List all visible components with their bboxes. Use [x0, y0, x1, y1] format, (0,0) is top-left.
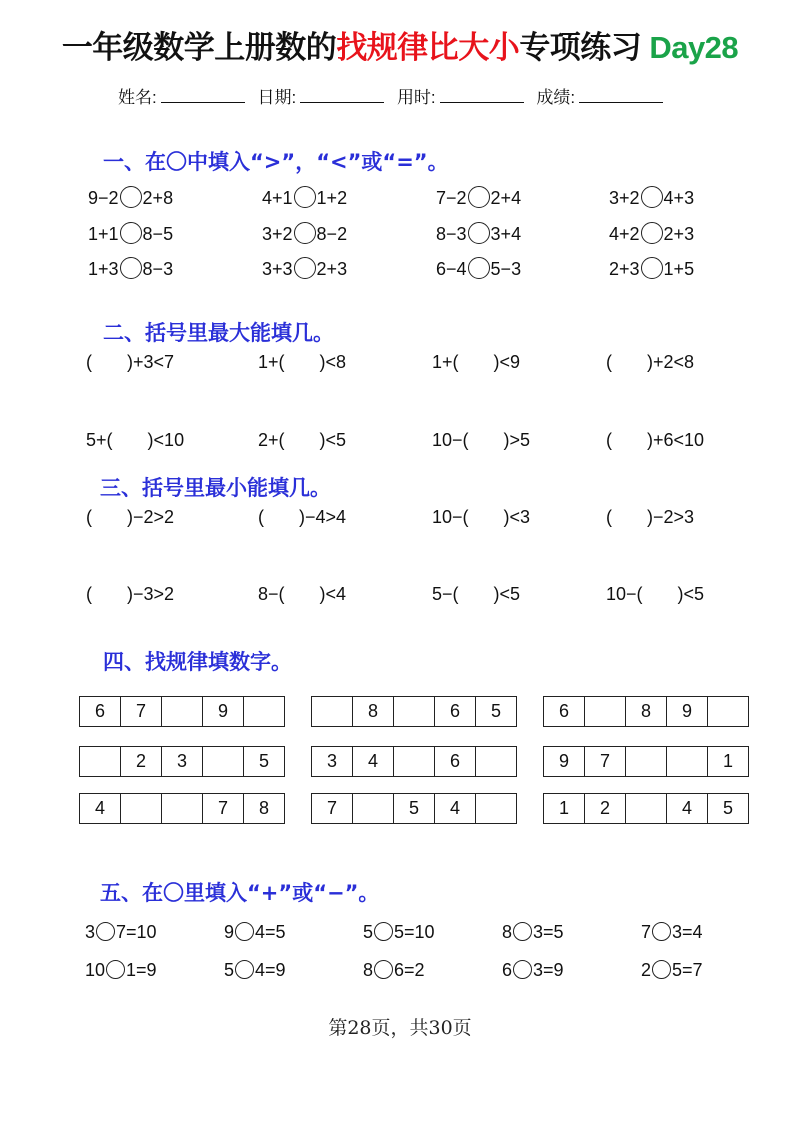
pattern-row [312, 794, 517, 824]
answer-blank[interactable] [113, 430, 148, 451]
expr-before: ( [86, 584, 92, 604]
answer-blank[interactable] [264, 507, 299, 528]
paren-item [606, 507, 694, 528]
title-part-1: 一年级数学上册数的 [61, 30, 337, 66]
answer-blank[interactable] [285, 352, 320, 373]
expr-after: )<10 [147, 430, 185, 450]
expr-left: 4+2 [609, 224, 640, 244]
empty-cell[interactable] [394, 747, 435, 777]
empty-cell[interactable] [353, 794, 394, 824]
answer-circle[interactable] [468, 257, 490, 279]
pattern-grid [543, 746, 749, 777]
paren-item [606, 430, 704, 451]
answer-blank[interactable] [612, 507, 647, 528]
expr-left: 4+1 [262, 188, 293, 208]
paren-item [432, 430, 530, 451]
expr-left: 3+2 [609, 188, 640, 208]
expr-after: )−2>2 [127, 507, 175, 527]
answer-circle[interactable] [641, 186, 663, 208]
expr-before: 1+( [432, 352, 459, 372]
number-cell: 7 [312, 794, 353, 824]
compare-item [609, 259, 694, 281]
pattern-grid [543, 696, 749, 727]
expr-left: 1+1 [88, 224, 119, 244]
pattern-row [312, 747, 517, 777]
number-cell: 5 [476, 697, 517, 727]
paren-item [86, 352, 174, 373]
number-cell: 5 [244, 747, 285, 777]
number-cell: 7 [203, 794, 244, 824]
score-field[interactable] [536, 83, 663, 108]
number-cell: 4 [667, 794, 708, 824]
expr-left: 6−4 [436, 259, 467, 279]
compare-item [436, 259, 521, 281]
operator-item [224, 922, 286, 943]
number-cell: 9 [667, 697, 708, 727]
operator-circle[interactable] [513, 960, 532, 979]
empty-cell[interactable] [121, 794, 162, 824]
time-field[interactable] [397, 83, 524, 108]
empty-cell[interactable] [708, 697, 749, 727]
answer-circle[interactable] [120, 186, 142, 208]
date-label: 日期: [257, 88, 297, 107]
compare-item [436, 188, 521, 210]
expr-right: 1+5 [663, 259, 695, 279]
operator-circle[interactable] [652, 922, 671, 941]
operator-circle[interactable] [106, 960, 125, 979]
number-cell: 5 [394, 794, 435, 824]
answer-circle[interactable] [294, 186, 316, 208]
operand-left: 3 [85, 922, 96, 942]
expr-after: )−2>3 [647, 507, 695, 527]
date-field[interactable] [257, 83, 384, 108]
empty-cell[interactable] [162, 697, 203, 727]
empty-cell[interactable] [162, 794, 203, 824]
expr-before: 10−( [432, 430, 469, 450]
equation-rest: 3=9 [533, 960, 564, 980]
expr-before: 2+( [258, 430, 285, 450]
equation-rest: 1=9 [126, 960, 157, 980]
operator-circle[interactable] [374, 922, 393, 941]
compare-item [609, 188, 694, 210]
equation-rest: 3=5 [533, 922, 564, 942]
empty-cell[interactable] [476, 747, 517, 777]
expr-right: 2+3 [663, 224, 695, 244]
expr-left: 3+3 [262, 259, 293, 279]
expr-after: )<5 [677, 584, 705, 604]
equation-rest: 4=9 [255, 960, 286, 980]
expr-before: ( [606, 507, 612, 527]
title-day: Day28 [649, 30, 739, 65]
number-cell: 5 [708, 794, 749, 824]
operand-left: 5 [224, 960, 235, 980]
empty-cell[interactable] [203, 747, 244, 777]
answer-circle[interactable] [294, 257, 316, 279]
operand-left: 8 [363, 960, 374, 980]
answer-circle[interactable] [468, 222, 490, 244]
empty-cell[interactable] [312, 697, 353, 727]
date-blank[interactable] [300, 87, 384, 103]
number-cell: 7 [121, 697, 162, 727]
compare-item [262, 188, 347, 210]
section-2-title: 二、括号里最大能填几。 [103, 321, 334, 345]
expr-before: 5−( [432, 584, 459, 604]
operator-circle[interactable] [513, 922, 532, 941]
operator-circle[interactable] [652, 960, 671, 979]
number-cell: 8 [626, 697, 667, 727]
page-title [0, 22, 800, 67]
answer-blank[interactable] [643, 584, 678, 605]
number-cell: 6 [435, 697, 476, 727]
answer-blank[interactable] [92, 507, 127, 528]
answer-circle[interactable] [641, 222, 663, 244]
expr-right: 2+8 [142, 188, 174, 208]
compare-item [88, 188, 173, 210]
operand-left: 10 [85, 960, 106, 980]
expr-right: 8−2 [316, 224, 348, 244]
expr-right: 3+4 [490, 224, 522, 244]
expr-right: 1+2 [316, 188, 348, 208]
pattern-row [544, 794, 749, 824]
equation-rest: 3=4 [672, 922, 703, 942]
expr-before: ( [606, 430, 612, 450]
answer-circle[interactable] [641, 257, 663, 279]
page-footer: 第28页，共30页 [328, 1017, 472, 1039]
pattern-row [544, 697, 749, 727]
number-cell: 4 [435, 794, 476, 824]
expr-left: 9−2 [88, 188, 119, 208]
operator-circle[interactable] [96, 922, 115, 941]
expr-before: ( [606, 352, 612, 372]
number-cell: 2 [585, 794, 626, 824]
expr-left: 8−3 [436, 224, 467, 244]
expr-left: 7−2 [436, 188, 467, 208]
operator-item [363, 960, 425, 981]
title-part-3: 专项练习 [519, 30, 642, 66]
empty-cell[interactable] [394, 697, 435, 727]
number-cell: 9 [544, 747, 585, 777]
expr-left: 1+3 [88, 259, 119, 279]
answer-circle[interactable] [120, 222, 142, 244]
answer-blank[interactable] [469, 507, 504, 528]
operand-left: 8 [502, 922, 513, 942]
equation-rest: 5=7 [672, 960, 703, 980]
expr-right: 4+3 [663, 188, 695, 208]
empty-cell[interactable] [667, 747, 708, 777]
paren-item [432, 352, 520, 373]
expr-after: )<3 [503, 507, 531, 527]
expr-after: )>5 [503, 430, 531, 450]
operator-circle[interactable] [235, 922, 254, 941]
paren-item [258, 430, 346, 451]
number-cell: 8 [353, 697, 394, 727]
equation-rest: 5=10 [394, 922, 435, 942]
answer-blank[interactable] [469, 430, 504, 451]
expr-before: 5+( [86, 430, 113, 450]
operator-item [641, 922, 703, 943]
number-cell: 7 [585, 747, 626, 777]
pattern-grid [79, 793, 285, 824]
paren-item [432, 507, 530, 528]
number-cell: 8 [244, 794, 285, 824]
expr-right: 5−3 [490, 259, 522, 279]
operand-left: 5 [363, 922, 374, 942]
operator-item [502, 960, 564, 981]
empty-cell[interactable] [80, 747, 121, 777]
expr-after: )+3<7 [127, 352, 175, 372]
number-cell: 6 [80, 697, 121, 727]
empty-cell[interactable] [585, 697, 626, 727]
expr-before: 10−( [432, 507, 469, 527]
equation-rest: 4=5 [255, 922, 286, 942]
expr-after: )<8 [319, 352, 347, 372]
expr-before: 8−( [258, 584, 285, 604]
pattern-row [80, 697, 285, 727]
section-1-title: 一、在〇中填入“>”，“<”或“=”。 [103, 150, 449, 174]
name-label: 姓名: [118, 88, 157, 107]
operator-circle[interactable] [235, 960, 254, 979]
number-cell: 2 [121, 747, 162, 777]
pattern-grid [311, 746, 517, 777]
paren-item [258, 584, 346, 605]
pattern-row [544, 747, 749, 777]
compare-item [88, 259, 173, 281]
empty-cell[interactable] [244, 697, 285, 727]
expr-after: )<5 [493, 584, 521, 604]
answer-blank[interactable] [285, 584, 320, 605]
paren-item [258, 507, 346, 528]
expr-before: ( [86, 507, 92, 527]
number-cell: 9 [203, 697, 244, 727]
operator-item [85, 922, 157, 943]
expr-left: 2+3 [609, 259, 640, 279]
operator-item [363, 922, 435, 943]
paren-item [606, 352, 694, 373]
pattern-grid [79, 746, 285, 777]
paren-item [432, 584, 520, 605]
expr-after: )−3>2 [127, 584, 175, 604]
section-5-title: 五、在〇里填入“+”或“−”。 [100, 881, 380, 905]
answer-blank[interactable] [612, 352, 647, 373]
answer-blank[interactable] [285, 430, 320, 451]
empty-cell[interactable] [626, 794, 667, 824]
expr-before: ( [258, 507, 264, 527]
number-cell: 1 [708, 747, 749, 777]
number-cell: 6 [435, 747, 476, 777]
answer-blank[interactable] [92, 352, 127, 373]
title-highlight: 找规律比大小 [336, 30, 520, 66]
operator-circle[interactable] [374, 960, 393, 979]
expr-right: 2+4 [490, 188, 522, 208]
paren-item [86, 584, 174, 605]
expr-right: 8−3 [142, 259, 174, 279]
expr-after: )<9 [493, 352, 521, 372]
answer-circle[interactable] [294, 222, 316, 244]
expr-after: )+6<10 [647, 430, 705, 450]
expr-after: )<4 [319, 584, 347, 604]
number-cell: 3 [162, 747, 203, 777]
number-cell: 4 [80, 794, 121, 824]
expr-after: )+2<8 [647, 352, 695, 372]
operand-left: 9 [224, 922, 235, 942]
number-cell: 4 [353, 747, 394, 777]
operand-left: 7 [641, 922, 652, 942]
operator-item [641, 960, 703, 981]
number-cell: 6 [544, 697, 585, 727]
equation-rest: 7=10 [116, 922, 157, 942]
pattern-grid [79, 696, 285, 727]
empty-cell[interactable] [476, 794, 517, 824]
pattern-grid [311, 793, 517, 824]
number-cell: 1 [544, 794, 585, 824]
name-blank[interactable] [161, 87, 245, 103]
paren-item [258, 352, 346, 373]
operator-item [85, 960, 157, 981]
number-cell: 3 [312, 747, 353, 777]
operand-left: 2 [641, 960, 652, 980]
expr-before: ( [86, 352, 92, 372]
pattern-grid [311, 696, 517, 727]
expr-before: 10−( [606, 584, 643, 604]
pattern-row [80, 794, 285, 824]
compare-item [262, 224, 347, 246]
name-field[interactable] [118, 83, 245, 108]
pattern-grid [543, 793, 749, 824]
expr-after: )<5 [319, 430, 347, 450]
time-blank[interactable] [440, 87, 524, 103]
time-label: 用时: [396, 88, 436, 107]
score-label: 成绩: [536, 88, 576, 107]
paren-item [606, 584, 704, 605]
pattern-row [312, 697, 517, 727]
paren-item [86, 430, 184, 451]
compare-item [88, 224, 173, 246]
expr-right: 8−5 [142, 224, 174, 244]
answer-circle[interactable] [120, 257, 142, 279]
answer-blank[interactable] [459, 352, 494, 373]
empty-cell[interactable] [626, 747, 667, 777]
pattern-row [80, 747, 285, 777]
expr-after: )−4>4 [299, 507, 347, 527]
section-4-title: 四、找规律填数字。 [103, 650, 292, 674]
compare-item [436, 224, 521, 246]
operand-left: 6 [502, 960, 513, 980]
student-info-line [118, 83, 671, 108]
answer-blank[interactable] [459, 584, 494, 605]
paren-item [86, 507, 174, 528]
compare-item [609, 224, 694, 246]
answer-blank[interactable] [612, 430, 647, 451]
expr-right: 2+3 [316, 259, 348, 279]
section-3-title: 三、括号里最小能填几。 [100, 476, 331, 500]
expr-left: 3+2 [262, 224, 293, 244]
expr-before: 1+( [258, 352, 285, 372]
compare-item [262, 259, 347, 281]
equation-rest: 6=2 [394, 960, 425, 980]
score-blank[interactable] [579, 87, 663, 103]
operator-item [502, 922, 564, 943]
answer-blank[interactable] [92, 584, 127, 605]
operator-item [224, 960, 286, 981]
answer-circle[interactable] [468, 186, 490, 208]
